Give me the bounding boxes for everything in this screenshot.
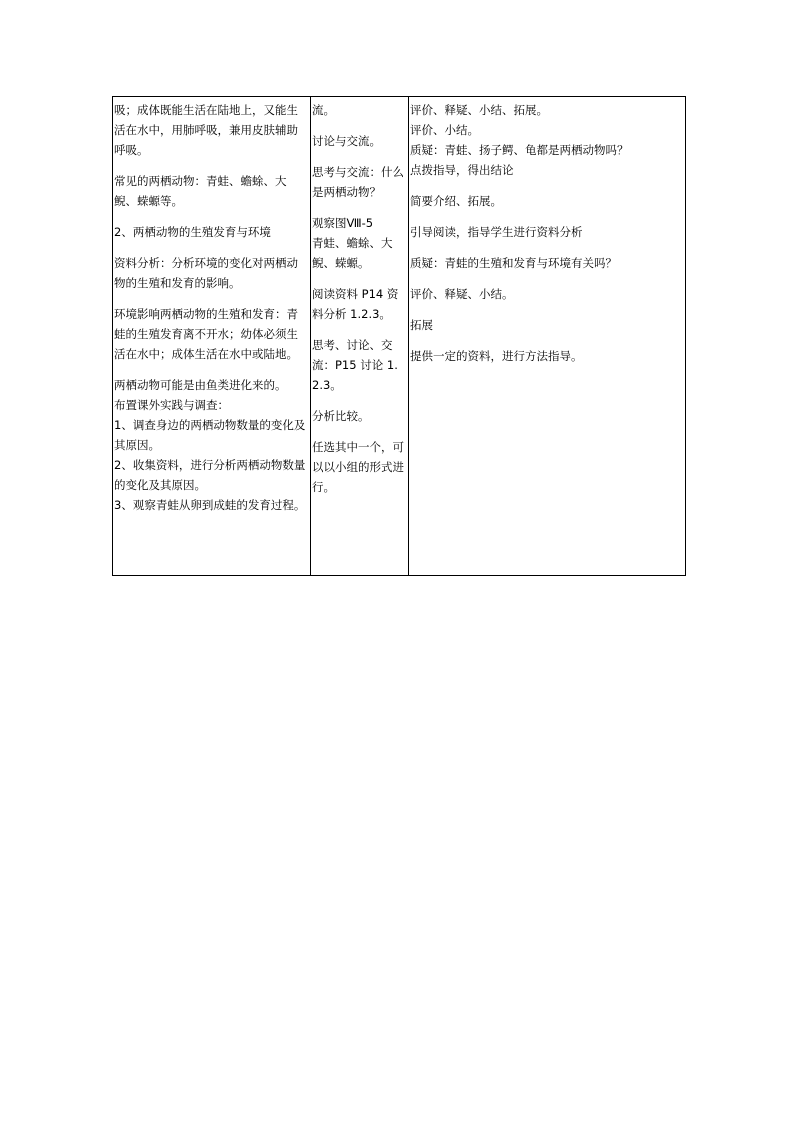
content-para: 两栖动物可能是由鱼类进化来的。 xyxy=(114,378,287,392)
lesson-plan-table xyxy=(112,96,686,576)
teacher-para: 评价、小结。 xyxy=(410,123,479,137)
content-para: 常见的两栖动物：青蛙、蟾蜍、大鲵、蝾螈等。 xyxy=(114,174,287,208)
activity-para: 流。 xyxy=(312,103,335,117)
teacher-activity-column xyxy=(409,97,686,576)
teacher-para: 评价、释疑、小结、拓展。 xyxy=(410,103,548,117)
teacher-para: 提供一定的资料，进行方法指导。 xyxy=(410,349,583,363)
activity-para: 思考与交流：什么是两栖动物？ xyxy=(312,165,404,199)
content-para: 2、收集资料，进行分析两栖动物数量的变化及其原因。 xyxy=(114,458,306,492)
content-para: 资料分析：分析环境的变化对两栖动物的生殖和发育的影响。 xyxy=(114,256,298,290)
activity-para: 观察图Ⅷ-5 青蛙、蟾蜍、大鲵、蝾螈。 xyxy=(312,216,397,270)
activity-para: 讨论与交流。 xyxy=(312,134,381,148)
activity-para: 任选其中一个，可以以小组的形式进行。 xyxy=(312,440,404,494)
activity-para: 思考、讨论、交流：P15 讨论 1.2.3。 xyxy=(312,338,398,392)
content-para: 环境影响两栖动物的生殖和发育：青蛙的生殖发育离不开水；幼体必须生活在水中；成体生活在水中或陆地。 xyxy=(114,307,298,361)
content-para: 2、两栖动物的生殖发育与环境 xyxy=(114,225,271,239)
content-column xyxy=(113,97,311,576)
teacher-para: 引导阅读，指导学生进行资料分析 xyxy=(410,225,583,239)
content-para: 布置课外实践与调查： xyxy=(114,398,229,412)
table-row xyxy=(113,97,686,576)
teacher-para: 拓展 xyxy=(410,318,433,332)
teacher-para: 质疑：青蛙的生殖和发育与环境有关吗？ xyxy=(410,256,617,270)
activity-para: 阅读资料 P14 资料分析 1.2.3。 xyxy=(312,287,399,321)
teacher-para: 简要介绍、拓展。 xyxy=(410,194,502,208)
content-para: 3、观察青蛙从卵到成蛙的发育过程。 xyxy=(114,498,306,512)
activity-para: 分析比较。 xyxy=(312,409,370,423)
teacher-para: 质疑：青蛙、扬子鳄、龟都是两栖动物吗？ xyxy=(410,143,629,157)
content-para: 1、调查身边的两栖动物数量的变化及其原因。 xyxy=(114,418,306,452)
content-para: 吸；成体既能生活在陆地上，又能生活在水中，用肺呼吸，兼用皮肤辅助呼吸。 xyxy=(114,103,298,157)
student-activity-column xyxy=(311,97,409,576)
teacher-para: 点拨指导，得出结论 xyxy=(410,163,514,177)
teacher-para: 评价、释疑、小结。 xyxy=(410,287,514,301)
